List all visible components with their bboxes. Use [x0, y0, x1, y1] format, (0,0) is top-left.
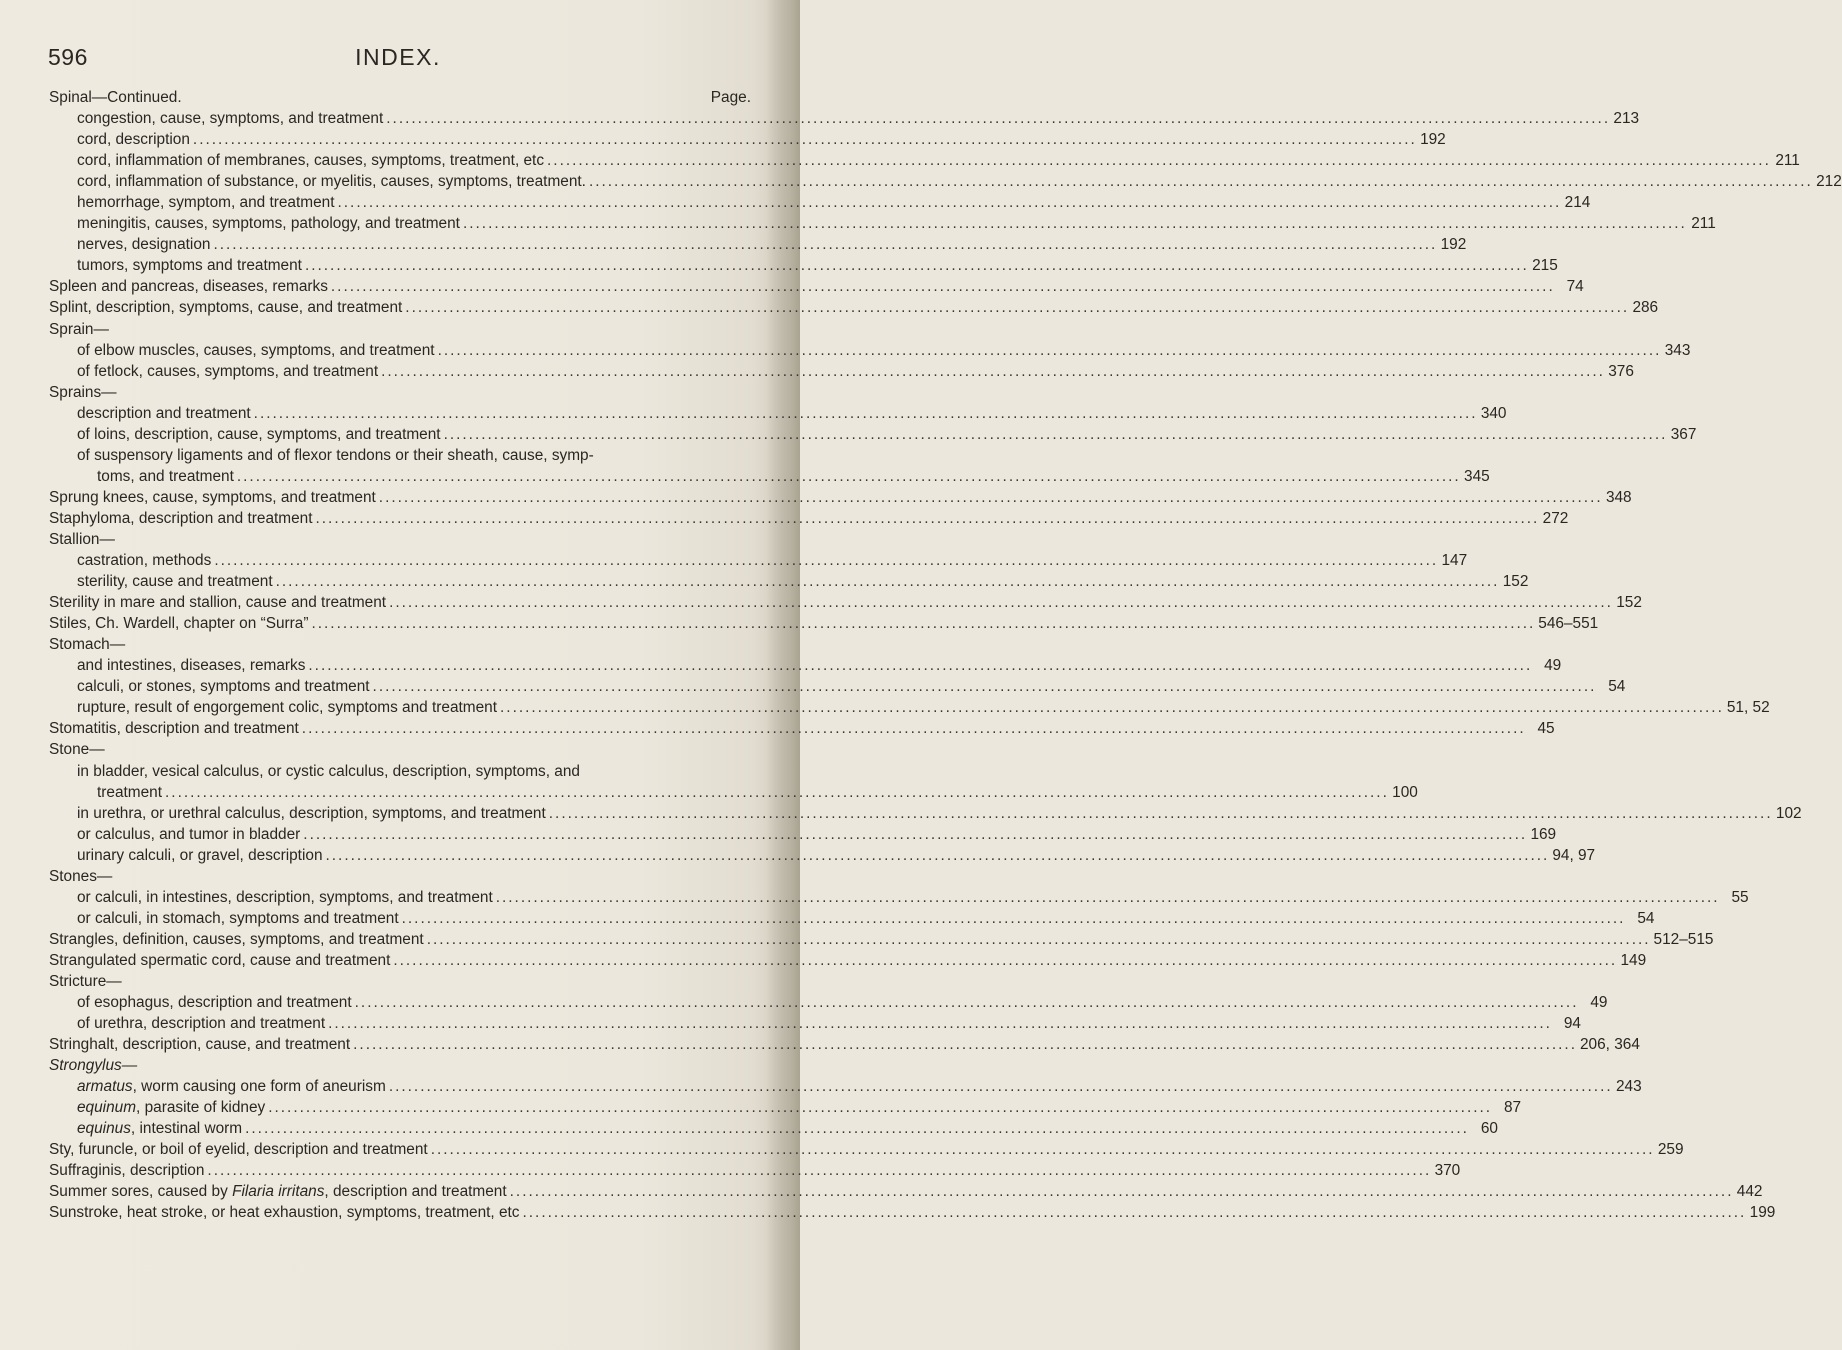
entry-page-ref: 152	[1616, 594, 1642, 612]
entry-page-ref: 215	[1532, 257, 1558, 275]
index-entry	[49, 213, 1716, 234]
entry-text: Staphyloma, description and treatment	[49, 509, 313, 527]
index-entry	[49, 1013, 1581, 1034]
dot-leader	[207, 1160, 1431, 1181]
entry-page-ref: 348	[1605, 488, 1632, 506]
entry-text: Stone—	[49, 741, 105, 759]
dot-leader	[276, 571, 1500, 592]
index-entry	[49, 697, 1770, 718]
dot-leader	[496, 887, 1720, 908]
entry-text: and intestines, diseases, remarks	[77, 657, 306, 675]
entry-text: Stomatitis, description and treatment	[49, 720, 299, 738]
dot-leader	[311, 613, 1535, 634]
dot-leader	[547, 150, 1771, 171]
entry-text: cord, inflammation of membranes, causes, symptoms, treatment, etc	[77, 152, 545, 170]
entry-page-ref: 442	[1736, 1183, 1763, 1201]
entry-page-ref: 206, 364	[1579, 1036, 1640, 1054]
entry-text: Stones—	[49, 867, 113, 885]
entry-page-ref: 376	[1608, 362, 1634, 380]
entry-page-ref: 340	[1480, 404, 1507, 422]
entry-page-ref: 192	[1420, 131, 1446, 149]
entry-text: Strangles, definition, causes, symptoms, and treatment	[49, 930, 424, 948]
entry-text: of loins, description, cause, symptoms, and treatment	[77, 425, 441, 443]
dot-leader	[379, 487, 1603, 508]
entry-text: of urethra, description and treatment	[77, 1015, 326, 1033]
entry-text: hemorrhage, symptom, and treatment	[77, 194, 335, 212]
dot-leader	[214, 550, 1438, 571]
dot-leader	[386, 108, 1610, 129]
index-entry	[49, 1139, 1684, 1160]
index-entry	[49, 887, 1749, 908]
entry-page-ref: 54	[1637, 909, 1655, 927]
index-entry	[49, 971, 751, 992]
entry-text: Spleen and pancreas, diseases, remarks	[49, 278, 328, 296]
index-entry	[49, 1055, 751, 1076]
index-entry	[49, 845, 1596, 866]
entry-page-ref: 546–551	[1538, 615, 1599, 633]
entry-text: Spinal—Continued.	[49, 89, 182, 106]
index-entry	[49, 613, 1599, 634]
index-entry	[49, 424, 1697, 445]
entry-text: Sprain—	[49, 320, 109, 338]
index-entry	[49, 866, 751, 887]
entry-page-ref: 259	[1657, 1141, 1684, 1159]
index-entry	[49, 87, 751, 108]
entry-page-ref: 199	[1749, 1204, 1776, 1222]
entry-text: description and treatment	[77, 404, 251, 422]
entry-text: of suspensory ligaments and of flexor tendons or their sheath, cause, symp-	[77, 446, 594, 464]
index-entry	[49, 676, 1626, 697]
entry-text: or calculus, and tumor in bladder	[77, 825, 301, 843]
dot-leader	[213, 234, 1437, 255]
entry-page-ref: 211	[1691, 215, 1716, 233]
entry-text: treatment	[97, 783, 163, 801]
entry-text: sterility, cause and treatment	[77, 573, 273, 591]
index-entry	[49, 782, 1418, 803]
index-entry	[49, 529, 751, 550]
entry-page-ref: 211	[1775, 152, 1800, 170]
index-entry	[49, 171, 1842, 192]
entry-text: Strangulated spermatic cord, cause and treatment	[49, 951, 391, 969]
index-entry	[49, 340, 1691, 361]
entry-page-ref: 214	[1564, 194, 1591, 212]
entry-page-ref: 152	[1502, 573, 1529, 591]
entry-text: or calculi, in stomach, symptoms and treatment	[77, 909, 399, 927]
index-entry	[49, 192, 1591, 213]
index-entry	[49, 908, 1655, 929]
dot-leader	[402, 908, 1626, 929]
dot-leader	[254, 403, 1478, 424]
dot-leader	[268, 1097, 1492, 1118]
entry-text: Strongylus—	[49, 1057, 138, 1075]
index-entry	[49, 761, 751, 782]
dot-leader	[549, 803, 1773, 824]
entry-text: Sty, furuncle, or boil of eyelid, description and treatment	[49, 1141, 428, 1159]
dot-leader	[431, 1139, 1655, 1160]
index-entry	[49, 1097, 1522, 1118]
entry-text: urinary calculi, or gravel, description	[77, 846, 323, 864]
index-entry	[49, 1034, 1640, 1055]
entry-text: Stiles, Ch. Wardell, chapter on “Surra”	[49, 615, 309, 633]
entry-text: toms, and treatment	[97, 467, 234, 485]
dot-leader	[389, 592, 1613, 613]
index-entry	[49, 1118, 1498, 1139]
index-entry	[49, 234, 1467, 255]
dot-leader	[302, 718, 1526, 739]
dot-leader	[500, 697, 1724, 718]
entry-text: Sprains—	[49, 383, 117, 401]
index-entry	[49, 466, 1490, 487]
index-entry	[49, 150, 1800, 171]
dot-leader	[589, 171, 1813, 192]
dot-leader	[427, 929, 1651, 950]
index-entry	[49, 487, 1632, 508]
entry-text: nerves, designation	[77, 236, 211, 254]
index-entry	[49, 445, 751, 466]
entry-page-ref: 51, 52	[1726, 699, 1770, 717]
dot-leader	[463, 213, 1687, 234]
dot-leader	[331, 276, 1555, 297]
entry-page-ref: 147	[1441, 552, 1468, 570]
index-entry	[49, 1202, 1776, 1223]
entry-text: Summer sores, caused by Filaria irritans, description and treatment	[49, 1183, 507, 1201]
entry-page-ref: 343	[1664, 341, 1691, 359]
entry-page-ref: 102	[1775, 804, 1802, 822]
entry-text: congestion, cause, symptoms, and treatment	[77, 110, 384, 128]
index-entry	[49, 1160, 1461, 1181]
entry-text: armatus, worm causing one form of aneurism	[77, 1078, 386, 1096]
entry-page-ref: 54	[1608, 678, 1626, 696]
page-header	[48, 44, 748, 80]
index-entry	[49, 929, 1714, 950]
entry-page-ref: 192	[1440, 236, 1467, 254]
entry-text: Suffraginis, description	[49, 1162, 205, 1180]
entry-text: cord, inflammation of substance, or myelitis, causes, symptoms, treatment.	[77, 173, 586, 191]
dot-leader	[326, 845, 1550, 866]
entry-page-ref: 100	[1392, 783, 1418, 801]
entry-page-ref: 345	[1464, 467, 1490, 485]
index-entry	[49, 297, 1659, 318]
dot-leader	[237, 466, 1461, 487]
dot-leader	[405, 297, 1629, 318]
dot-leader	[523, 1202, 1747, 1223]
entry-page-ref: 149	[1620, 951, 1647, 969]
entry-page-ref: 243	[1615, 1078, 1642, 1096]
dot-leader	[303, 824, 1527, 845]
index-entry	[49, 276, 1584, 297]
entry-page-ref: 94	[1563, 1015, 1581, 1033]
entry-page-ref: 49	[1544, 657, 1562, 675]
entry-text: cord, description	[77, 131, 190, 149]
entry-text: Stricture—	[49, 972, 122, 990]
entry-page-ref: 512–515	[1653, 930, 1714, 948]
page-column-label: Page.	[710, 89, 751, 106]
index-entry	[49, 382, 751, 403]
entry-page-ref: 213	[1613, 110, 1640, 128]
index-entry	[49, 718, 1555, 739]
entry-text: rupture, result of engorgement colic, symptoms and treatment	[77, 699, 498, 717]
index-entry	[49, 403, 1507, 424]
entry-text: tumors, symptoms and treatment	[77, 257, 302, 275]
entry-page-ref: 74	[1566, 278, 1584, 296]
entry-text: calculi, or stones, symptoms and treatment	[77, 678, 370, 696]
entry-text: equinum, parasite of kidney	[77, 1099, 266, 1117]
entry-text: Splint, description, symptoms, cause, and treatment	[49, 299, 403, 317]
page-number: 596	[48, 44, 88, 70]
dot-leader	[338, 192, 1562, 213]
entry-text: of elbow muscles, causes, symptoms, and treatment	[77, 341, 435, 359]
dot-leader	[245, 1118, 1469, 1139]
entry-page-ref: 367	[1670, 425, 1697, 443]
entry-text: of esophagus, description and treatment	[77, 994, 352, 1012]
index-entries	[49, 87, 1842, 1224]
index-entry	[49, 571, 1529, 592]
dot-leader	[444, 424, 1668, 445]
index-entry	[49, 655, 1562, 676]
page-title: INDEX.	[355, 44, 441, 70]
entry-page-ref: 94, 97	[1552, 846, 1596, 864]
dot-leader	[510, 1181, 1734, 1202]
index-entry	[49, 1181, 1763, 1202]
entry-text: Sprung knees, cause, symptoms, and treatment	[49, 488, 376, 506]
index-entry	[49, 634, 751, 655]
entry-page-ref: 286	[1632, 299, 1659, 317]
index-entry	[49, 739, 751, 760]
index-entry	[49, 255, 1558, 276]
entry-text: Sterility in mare and stallion, cause and treatment	[49, 594, 387, 612]
entry-page-ref: 60	[1480, 1120, 1498, 1138]
entry-page-ref: 212	[1816, 173, 1842, 191]
index-entry	[49, 824, 1557, 845]
index-entry	[49, 803, 1802, 824]
entry-text: of fetlock, causes, symptoms, and treatment	[77, 362, 379, 380]
entry-text: Stringhalt, description, cause, and treatment	[49, 1036, 351, 1054]
entry-page-ref: 55	[1731, 888, 1749, 906]
entry-text: castration, methods	[77, 552, 212, 570]
index-entry	[49, 319, 751, 340]
entry-text: or calculi, in intestines, description, symptoms, and treatment	[77, 888, 493, 906]
dot-leader	[389, 1076, 1613, 1097]
index-entry	[49, 129, 1446, 150]
dot-leader	[393, 950, 1617, 971]
entry-text: in bladder, vesical calculus, or cystic calculus, description, symptoms, and	[77, 762, 580, 780]
entry-text: Stallion—	[49, 530, 115, 548]
dot-leader	[165, 782, 1389, 803]
index-entry	[49, 550, 1468, 571]
dot-leader	[438, 340, 1662, 361]
entry-text: in urethra, or urethral calculus, description, symptoms, and treatment	[77, 804, 546, 822]
entry-text: Stomach—	[49, 636, 126, 654]
dot-leader	[316, 508, 1540, 529]
dot-leader	[328, 1013, 1552, 1034]
index-entry	[49, 1076, 1642, 1097]
entry-page-ref: 49	[1590, 994, 1608, 1012]
entry-page-ref: 87	[1503, 1099, 1522, 1117]
dot-leader	[305, 255, 1529, 276]
index-entry	[49, 361, 1634, 382]
index-entry	[49, 108, 1640, 129]
entry-text: equinus, intestinal worm	[77, 1120, 243, 1138]
entry-page-ref: 45	[1537, 720, 1555, 738]
entry-page-ref: 370	[1434, 1162, 1461, 1180]
dot-leader	[308, 655, 1532, 676]
entry-page-ref: 272	[1542, 509, 1569, 527]
dot-leader	[355, 992, 1579, 1013]
dot-leader	[373, 676, 1597, 697]
dot-leader	[381, 361, 1605, 382]
dot-leader	[353, 1034, 1577, 1055]
index-entry	[49, 508, 1569, 529]
index-entry	[49, 592, 1642, 613]
entry-text: Sunstroke, heat stroke, or heat exhaustion, symptoms, treatment, etc	[49, 1204, 520, 1222]
entry-page-ref: 169	[1530, 825, 1557, 843]
entry-text: meningitis, causes, symptoms, pathology, and treatment	[77, 215, 460, 233]
index-entry	[49, 950, 1647, 971]
index-entry	[49, 992, 1608, 1013]
dot-leader	[193, 129, 1417, 150]
